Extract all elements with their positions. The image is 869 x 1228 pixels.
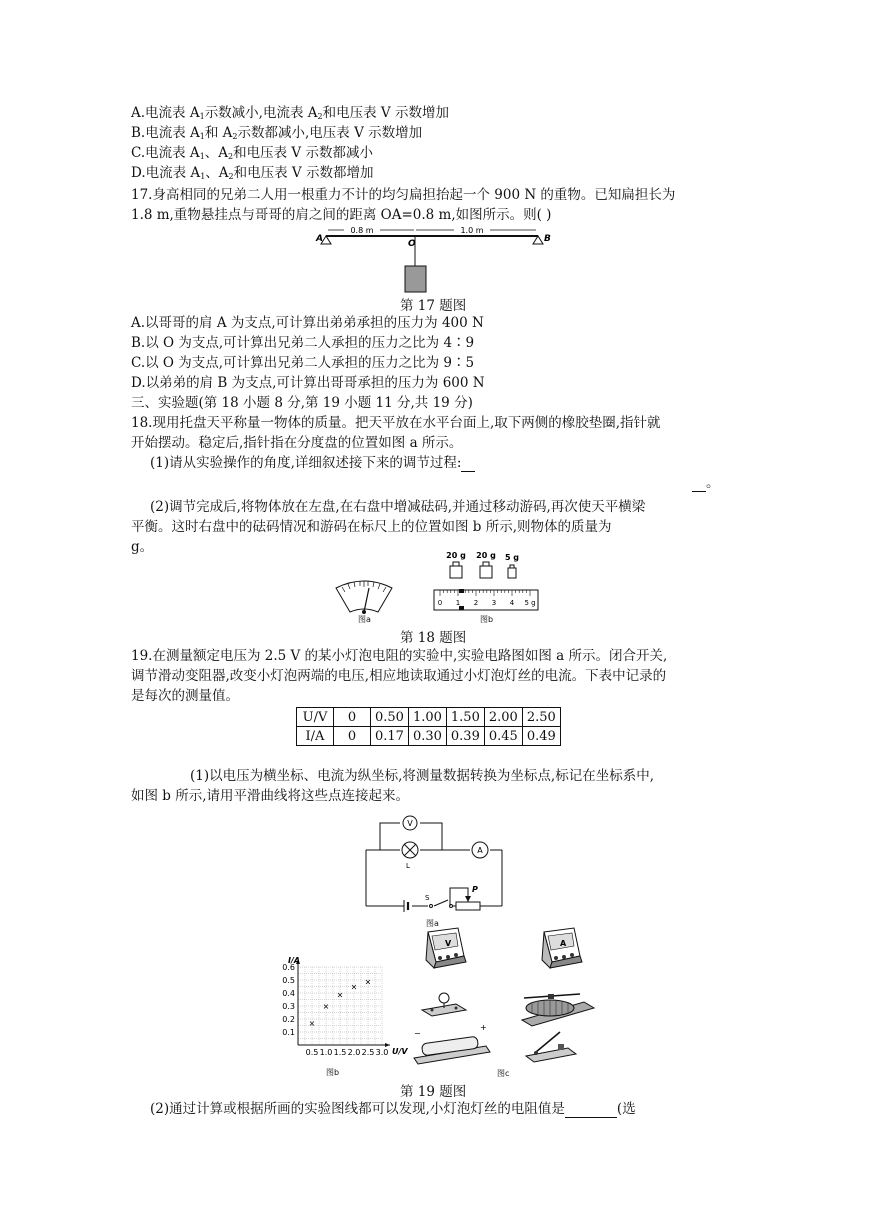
voltmeter-icon bbox=[426, 928, 466, 968]
section-heading: 三、实验题(第 18 小题 8 分,第 19 小题 11 分,共 19 分) bbox=[131, 395, 473, 411]
q19-stem-line3: 是每次的测量值。 bbox=[131, 688, 239, 704]
q18-part2-line2: 平衡。这时右盘中的砝码情况和游码在标尺上的位置如图 b 所示,则物体的质量为 bbox=[131, 519, 612, 535]
q19-data-table bbox=[296, 707, 561, 746]
q19-fig-a-label: 图a bbox=[426, 919, 439, 928]
q19-fig-c-label: 图c bbox=[497, 1069, 510, 1078]
chart-ylabel: I/A bbox=[288, 956, 301, 965]
q18-figure-b-weights bbox=[430, 548, 540, 614]
ruler-label: 4 bbox=[509, 599, 515, 607]
y-tick-label: 0.2 bbox=[282, 1015, 295, 1024]
table-cell: 1.00 bbox=[408, 708, 446, 727]
battery-icon bbox=[414, 1023, 490, 1064]
q18-part1-end: 。 bbox=[692, 474, 720, 492]
weight-label-2: 20 g bbox=[476, 551, 496, 560]
data-point: × bbox=[308, 1018, 316, 1028]
q19-part1-line2: 如图 b 所示,请用平滑曲线将这些点连接起来。 bbox=[131, 788, 410, 804]
q19-fig-b-label: 图b bbox=[326, 1068, 340, 1077]
x-tick-label: 1.5 bbox=[333, 1048, 347, 1057]
y-tick-label: 0.5 bbox=[282, 976, 295, 985]
ruler-label: 0 bbox=[437, 599, 443, 607]
q19-part2: (2)通过计算或根据所画的实验图线都可以发现,小灯泡灯丝的电阻值是 (选 bbox=[150, 1101, 636, 1117]
ammeter-letter: A bbox=[560, 939, 567, 948]
q16-option-d: D.电流表 $A_1$、$A_2$和电压表 V 示数都增加 bbox=[131, 165, 374, 181]
q19-stem-line2: 调节滑动变阻器,改变小灯泡两端的电压,相应地读取通过小灯泡灯丝的电流。下表中记录的 bbox=[131, 668, 667, 684]
y-tick-label: 0.4 bbox=[282, 989, 295, 998]
q18-stem-line2: 开始摆动。稳定后,指针指在分度盘的位置如图 a 所示。 bbox=[131, 435, 463, 451]
x-tick-label: 0.5 bbox=[305, 1048, 319, 1057]
q18-part2-line3: g。 bbox=[131, 539, 154, 555]
table-cell: 1.50 bbox=[446, 708, 484, 727]
q19-figure-c-apparatus bbox=[408, 924, 608, 1070]
data-point: × bbox=[350, 982, 358, 992]
q16-option-a: A.电流表 $A_1$示数减小,电流表 $A_2$和电压表 V 示数增加 bbox=[131, 105, 449, 121]
svg-text:+: + bbox=[480, 1023, 487, 1032]
lamp-holder-icon bbox=[422, 993, 466, 1016]
y-tick-label: 0.6 bbox=[282, 963, 295, 972]
voltmeter-letter: V bbox=[445, 939, 452, 948]
data-point: × bbox=[322, 1002, 330, 1011]
y-tick-label: 0.3 bbox=[282, 1002, 295, 1011]
q18-stem-line1: 18.现用托盘天平称量一物体的质量。把天平放在水平台面上,取下两侧的橡胶垫圈,指针就 bbox=[131, 415, 661, 431]
q18-answer-blank-1[interactable] bbox=[461, 457, 475, 472]
q17-option-b: B.以 O 为支点,可计算出兄弟二人承担的压力之比为 4∶9 bbox=[131, 335, 475, 351]
slider-label: P bbox=[472, 885, 478, 894]
table-cell: 2.00 bbox=[484, 708, 522, 727]
q19-part1-line1: (1)以电压为横坐标、电流为纵坐标,将测量数据转换为坐标点,标记在坐标系中, bbox=[190, 768, 654, 784]
q18-answer-blank-1b[interactable] bbox=[692, 477, 706, 492]
x-tick-label: 2.5 bbox=[361, 1048, 375, 1057]
beam-right-length: 1.0 m bbox=[460, 226, 484, 235]
voltmeter-symbol: V bbox=[407, 819, 413, 828]
x-tick-label: 2.0 bbox=[347, 1048, 361, 1057]
beam-label-a: A bbox=[316, 234, 323, 244]
beam-label-o: O bbox=[408, 239, 416, 249]
ammeter-icon bbox=[542, 928, 582, 968]
table-cell: 0 bbox=[334, 708, 371, 727]
table-cell: 0.30 bbox=[408, 727, 446, 746]
q19-figure-a-circuit bbox=[362, 808, 506, 928]
rheostat-icon bbox=[522, 994, 594, 1026]
table-cell: 2.50 bbox=[522, 708, 560, 727]
x-tick-label: 3.0 bbox=[375, 1048, 389, 1057]
lamp-label: L bbox=[406, 862, 410, 870]
q19-stem-line1: 19.在测量额定电压为 2.5 V 的某小灯泡电阻的实验中,实验电路图如图 a 所示。闭合开关, bbox=[131, 648, 668, 664]
table-cell: 0.17 bbox=[371, 727, 409, 746]
table-cell: U/V bbox=[297, 708, 334, 727]
table-row bbox=[297, 727, 561, 746]
q19-answer-blank[interactable] bbox=[565, 1103, 617, 1118]
q18-fig-b-label: 图b bbox=[480, 615, 494, 624]
switch-label: S bbox=[425, 894, 430, 902]
chart-xlabel: U/V bbox=[392, 1047, 408, 1056]
q16-option-b: B.电流表 $A_1$和 $A_2$示数都减小,电压表 V 示数增加 bbox=[131, 125, 423, 141]
weight-label-1: 20 g bbox=[446, 551, 466, 560]
table-cell: 0 bbox=[334, 727, 371, 746]
table-cell: 0.39 bbox=[446, 727, 484, 746]
table-cell: 0.49 bbox=[522, 727, 560, 746]
data-point: × bbox=[364, 977, 372, 987]
table-cell: 0.45 bbox=[484, 727, 522, 746]
q17-option-a: A.以哥哥的肩 A 为支点,可计算出弟弟承担的压力为 400 N bbox=[131, 315, 484, 331]
q19-caption: 第 19 题图 bbox=[400, 1084, 467, 1100]
q18-part2-line1: (2)调节完成后,将物体放在左盘,在右盘中增减砝码,并通过移动游码,再次使天平横梁 bbox=[150, 499, 646, 515]
x-axis-arrow bbox=[385, 1043, 390, 1047]
q18-part1: (1)请从实验操作的角度,详细叙述接下来的调节过程: bbox=[150, 454, 475, 472]
ruler-label: 3 bbox=[491, 599, 497, 607]
q16-option-c: C.电流表 $A_1$、$A_2$和电压表 V 示数都减小 bbox=[131, 145, 373, 161]
switch-icon bbox=[526, 1032, 576, 1062]
data-point: × bbox=[336, 990, 344, 1000]
table-cell: I/A bbox=[297, 727, 334, 746]
q19-figure-b-graph bbox=[268, 953, 408, 1063]
svg-text:−: − bbox=[414, 1029, 421, 1038]
q18-caption: 第 18 题图 bbox=[400, 630, 467, 646]
beam-label-b: B bbox=[544, 234, 551, 244]
q17-stem-line2: 1.8 m,重物悬挂点与哥哥的肩之间的距离 OA=0.8 m,如图所示。则( ) bbox=[131, 207, 552, 223]
ammeter-symbol: A bbox=[477, 846, 483, 855]
x-tick-label: 1.0 bbox=[319, 1048, 333, 1057]
q17-option-c: C.以 O 为支点,可计算出兄弟二人承担的压力之比为 9∶5 bbox=[131, 355, 475, 371]
q17-stem-line1: 17.身高相同的兄弟二人用一根重力不计的均匀扁担抬起一个 900 N 的重物。已知扁担长为 bbox=[131, 187, 676, 203]
weight-label-3: 5 g bbox=[504, 553, 520, 562]
ruler-label: 5 g bbox=[524, 599, 536, 607]
q18-fig-a-label: 图a bbox=[358, 615, 371, 624]
ruler-label: 1 bbox=[455, 599, 461, 607]
q17-figure-beam bbox=[314, 224, 554, 296]
y-tick-label: 0.1 bbox=[282, 1028, 295, 1037]
table-row bbox=[297, 708, 561, 727]
beam-left-length: 0.8 m bbox=[350, 226, 374, 235]
q17-caption: 第 17 题图 bbox=[400, 298, 467, 314]
q17-option-d: D.以弟弟的肩 B 为支点,可计算出哥哥承担的压力为 600 N bbox=[131, 375, 485, 391]
ruler-label: 2 bbox=[473, 599, 479, 607]
table-cell: 0.50 bbox=[371, 708, 409, 727]
